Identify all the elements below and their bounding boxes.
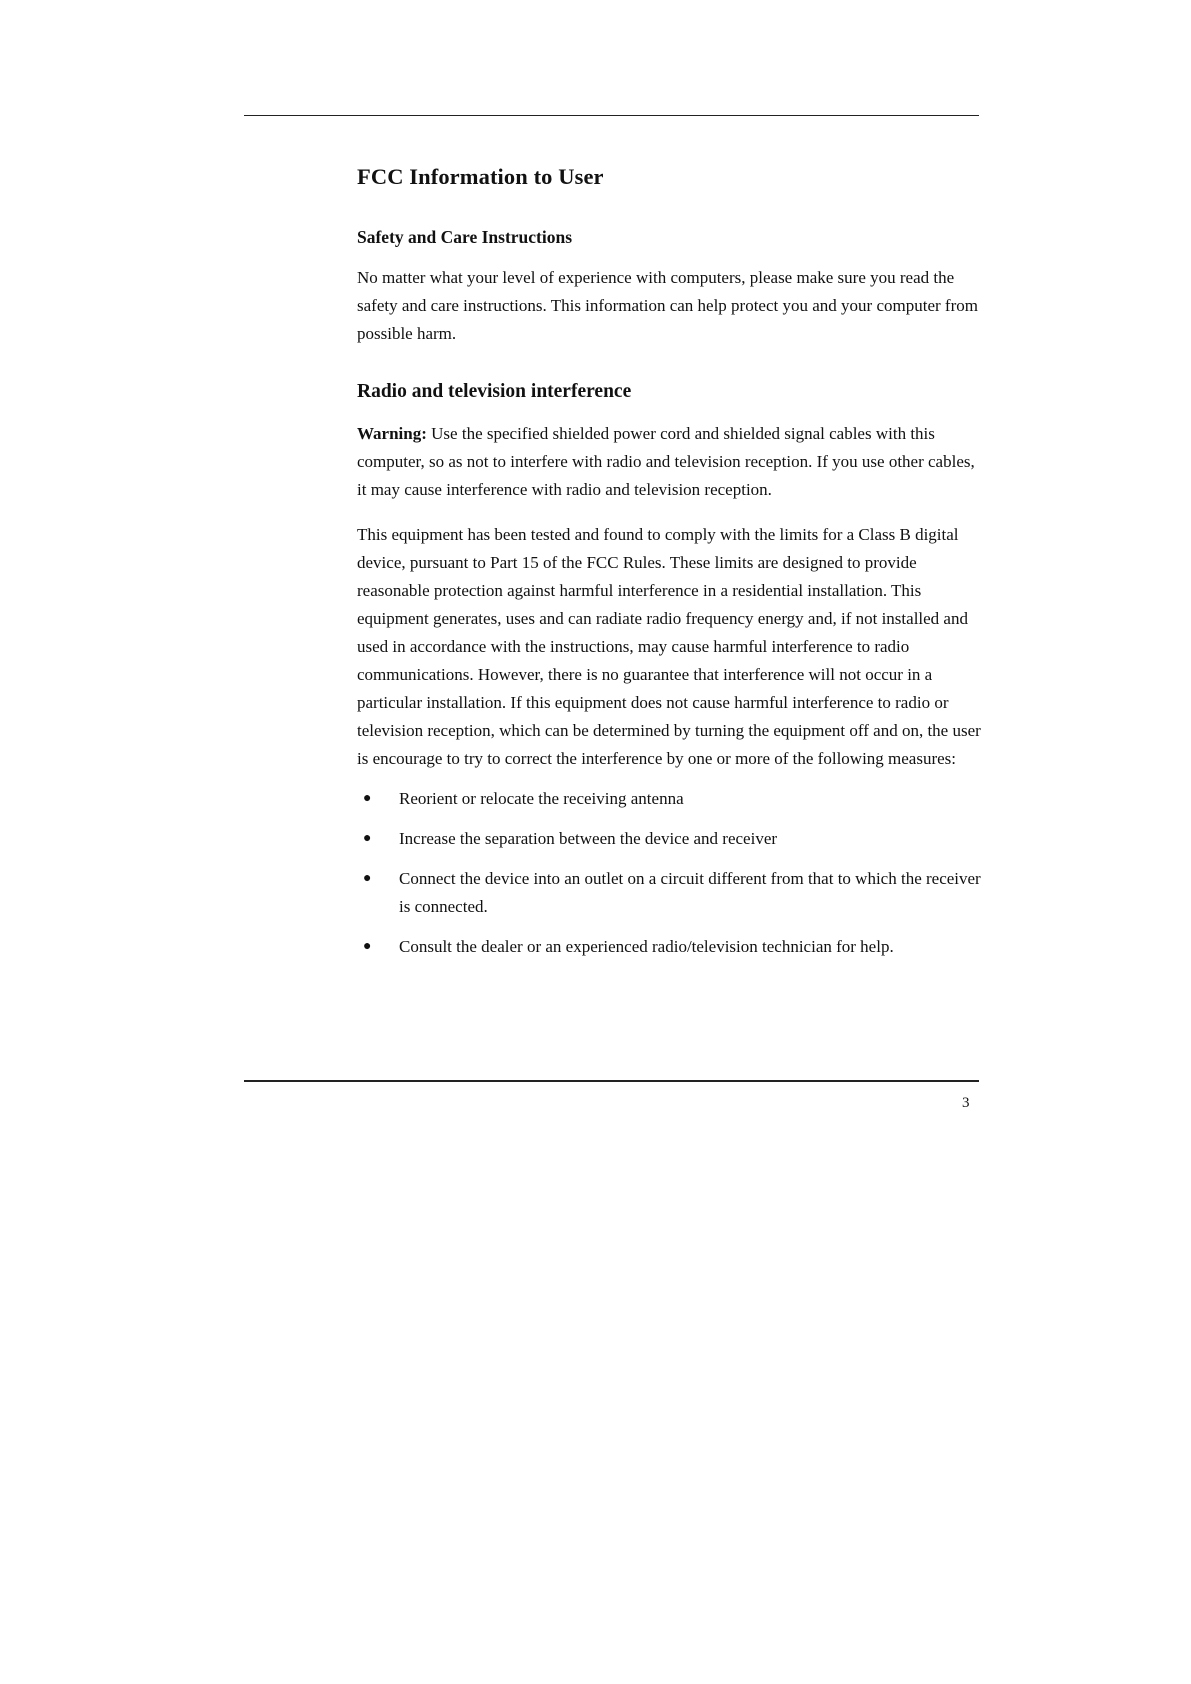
measure-text: Connect the device into an outlet on a circuit different from that to which the receiver is connected.	[399, 868, 981, 916]
bullet-icon: ●	[363, 870, 372, 886]
safety-paragraph: No matter what your level of experience with computers, please make sure you read the safety and care instructions. This information can help protect you and your computer from possible harm.	[357, 268, 978, 343]
page-title: FCC Information to User	[357, 164, 604, 189]
warning-text: Use the specified shielded power cord and shielded signal cables with this computer, so as not to interfere with radio and television reception. If you use other cables, it may cause interference with radio and television reception.	[357, 423, 975, 499]
measures-list	[357, 785, 982, 961]
list-item	[357, 933, 982, 961]
measure-text: Increase the separation between the device and receiver	[399, 828, 778, 848]
bullet-icon: ●	[363, 790, 372, 806]
equipment-paragraph: This equipment has been tested and found to comply with the limits for a Class B digital device, pursuant to Part 15 of the FCC Rules. These limits are designed to provide reasonable protection against harmful interference in a residential installation. This equipment generates, uses and can radiate radio frequency energy and, if not installed and used in accordance with the instructions, may cause harmful interference to radio communications. However, there is no guarantee that interference will not occur in a particular installation. If this equipment does not cause harmful interference to radio or television reception, which can be determined by turning the equipment off and on, the user is encourage to try to correct the interference by one or more of the following measures:	[357, 524, 981, 768]
bullet-icon: ●	[363, 938, 372, 954]
list-item	[357, 825, 982, 853]
header-rule	[244, 115, 979, 116]
measure-text: Consult the dealer or an experienced radio/television technician for help.	[399, 936, 894, 956]
warning-paragraph	[357, 420, 982, 504]
safety-heading: Safety and Care Instructions	[357, 226, 573, 247]
bullet-icon: ●	[363, 830, 372, 846]
list-item	[357, 785, 982, 813]
warning-label: Warning:	[357, 423, 427, 443]
page-content	[357, 166, 982, 973]
measure-text: Reorient or relocate the receiving antenna	[399, 788, 684, 808]
radio-heading: Radio and television interference	[357, 381, 632, 402]
footer-rule	[244, 1080, 979, 1082]
list-item	[357, 865, 982, 921]
page-number: 3	[962, 1095, 970, 1111]
